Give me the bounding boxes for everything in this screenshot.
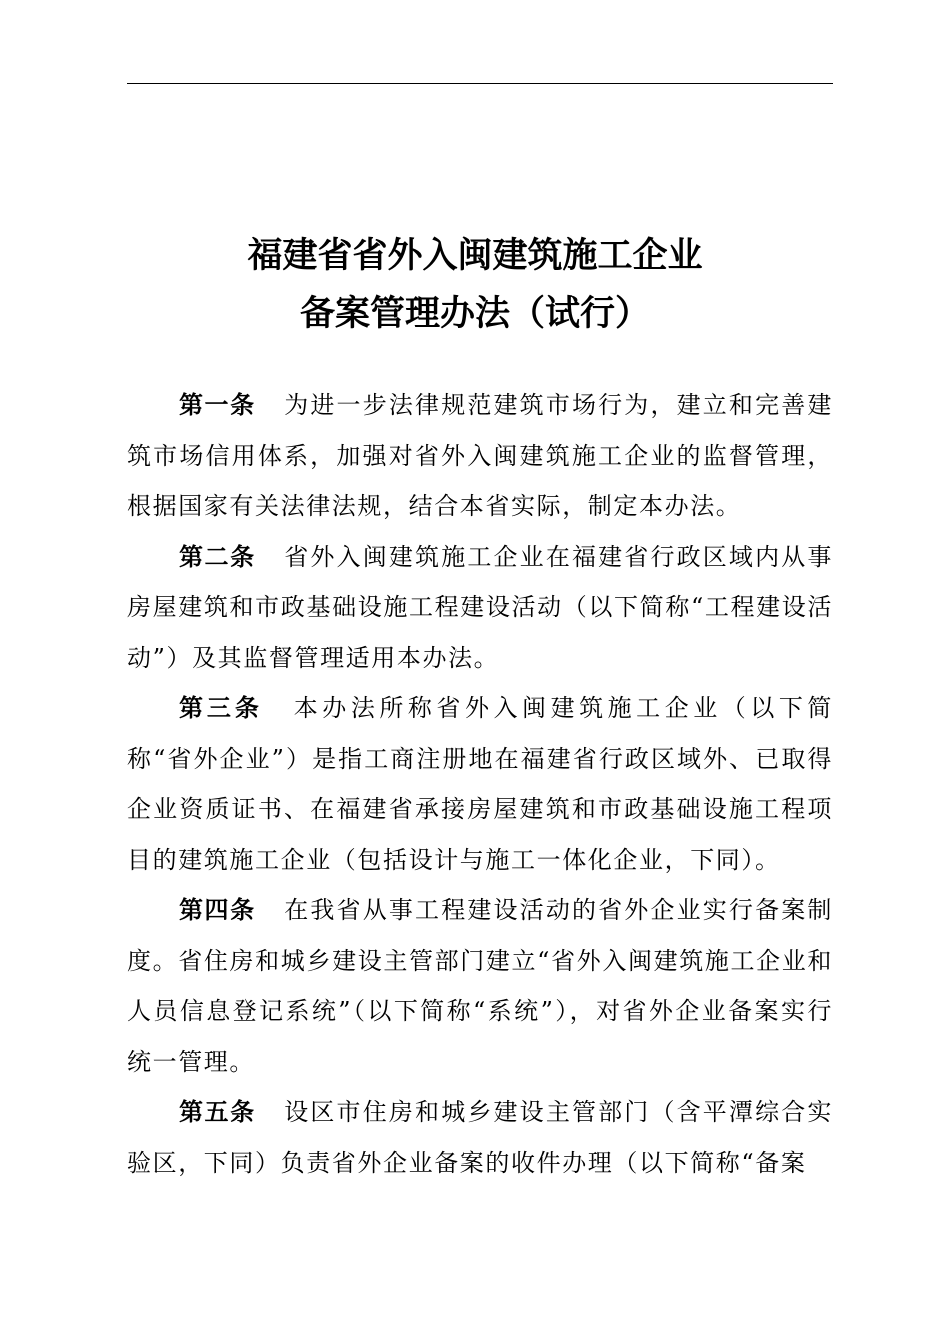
article-label: 第四条 xyxy=(179,896,256,924)
article-2 xyxy=(127,532,833,684)
article-1 xyxy=(127,380,833,532)
article-text: 本办法所称省外入闽建筑施工企业（以下简称“省外企业”）是指工商注册地在福建省行政区域外、已取得企业资质证书、在福建省承接房屋建筑和市政基础设施工程项目的建筑施工企业（包括设计与施工一体化企业，下同）。 xyxy=(127,694,833,874)
document-body xyxy=(127,380,833,1188)
article-text: 为进一步法律规范建筑市场行为，建立和完善建筑市场信用体系，加强对省外入闽建筑施工企业的监督管理，根据国家有关法律法规，结合本省实际，制定本办法。 xyxy=(127,391,834,520)
article-text: 在我省从事工程建设活动的省外企业实行备案制度。省住房和城乡建设主管部门建立“省外入闽建筑施工企业和人员信息登记系统”（以下简称“系统”），对省外企业备案实行统一管理。 xyxy=(127,896,834,1076)
article-label: 第三条 xyxy=(179,694,263,722)
title-line-2: 备案管理办法（试行） xyxy=(299,293,650,334)
article-5 xyxy=(127,1087,833,1188)
article-4 xyxy=(127,885,833,1087)
article-3 xyxy=(127,683,833,885)
article-label: 第五条 xyxy=(179,1098,256,1126)
title-line-1: 福建省省外入闽建筑施工企业 xyxy=(247,235,703,276)
document-title xyxy=(0,227,950,343)
article-text: 省外入闽建筑施工企业在福建省行政区域内从事房屋建筑和市政基础设施工程建设活动（以下简称“工程建设活动”）及其监督管理适用本办法。 xyxy=(127,542,834,672)
article-text: 设区市住房和城乡建设主管部门（含平潭综合实验区，下同）负责省外企业备案的收件办理（以下简称“备案 xyxy=(127,1098,834,1177)
article-label: 第一条 xyxy=(179,391,256,419)
article-label: 第二条 xyxy=(179,542,256,571)
header-rule xyxy=(127,83,833,84)
